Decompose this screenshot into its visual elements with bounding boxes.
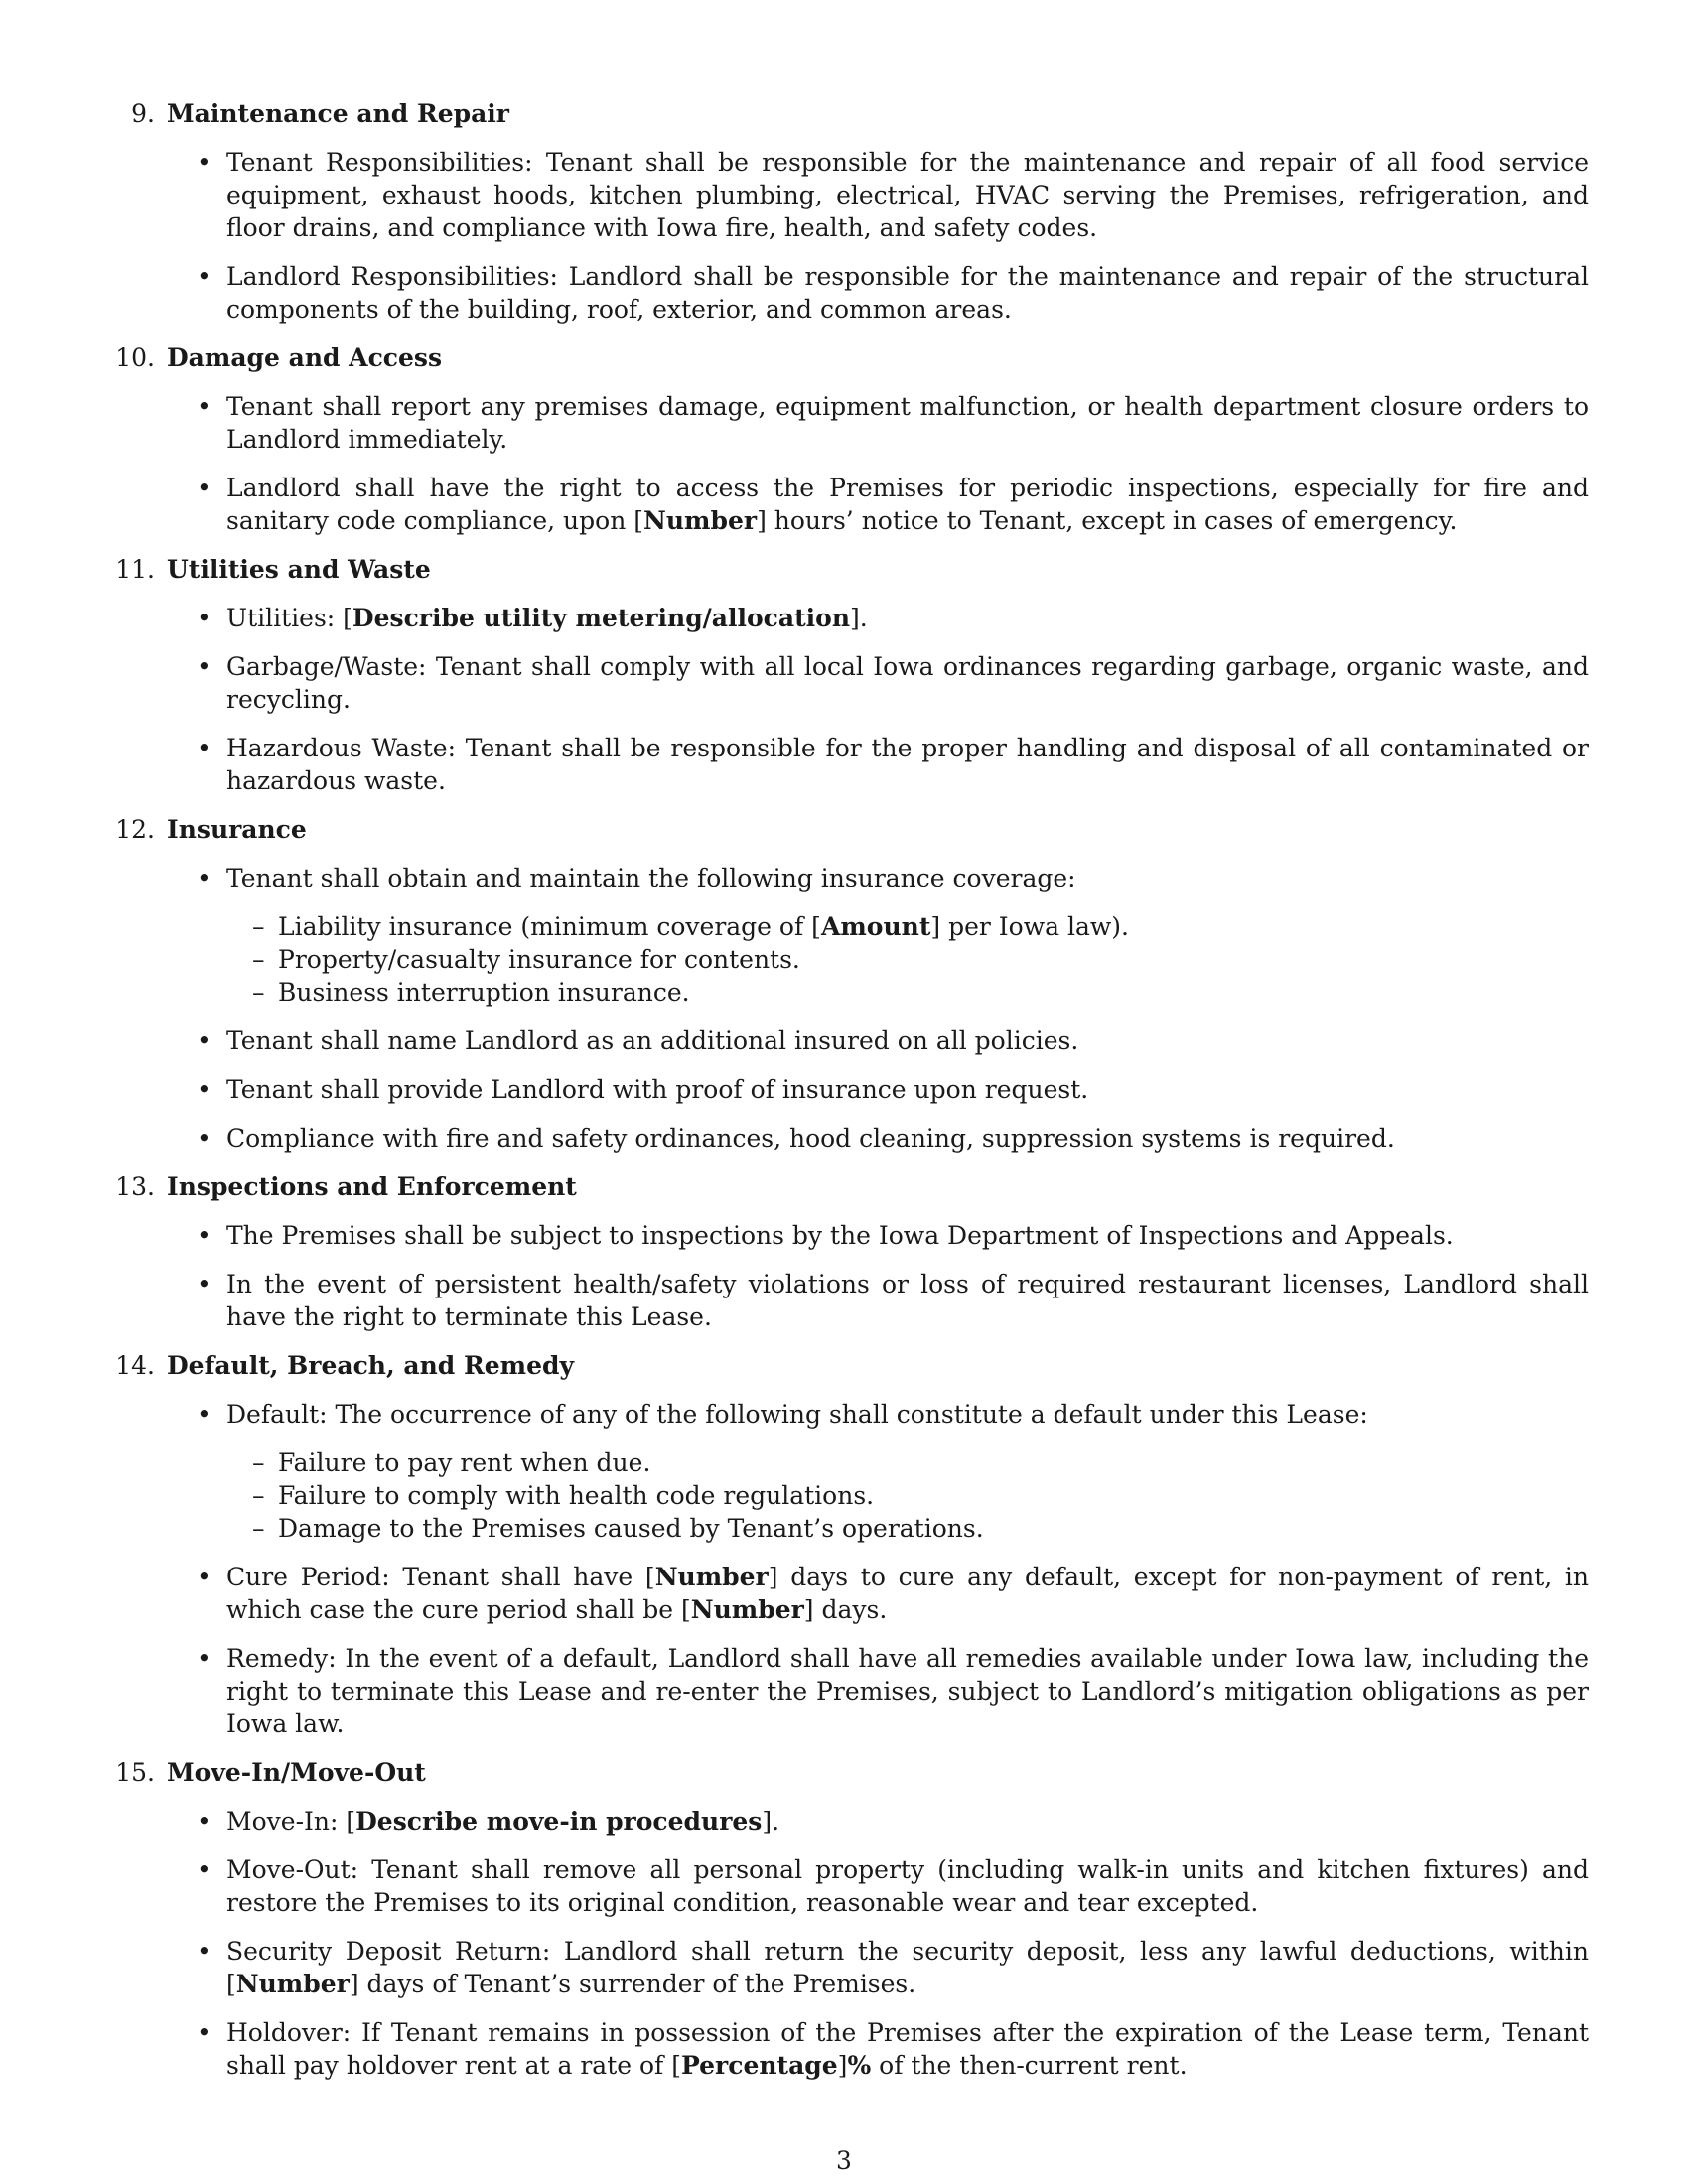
text-run: Garbage/Waste: Tenant shall comply with all local Iowa ordinances regarding garbage, organic waste, and recycling. — [226, 652, 1589, 714]
section-number: 15. — [115, 1758, 155, 1787]
text-run: ] hours’ notice to Tenant, except in cases of emergency. — [757, 506, 1458, 535]
list-item — [226, 732, 1589, 797]
text-run: Landlord shall have the right to access the Premises for periodic inspections, especially for fire and sanitary code compliance, upon [ — [226, 474, 1589, 535]
list-item — [226, 650, 1589, 716]
placeholder-field: Amount — [820, 912, 931, 941]
section-title: Move-In/Move-Out — [167, 1758, 426, 1787]
section-title: Insurance — [167, 815, 307, 844]
sub-list-item — [278, 943, 1589, 976]
sub-list-item — [278, 1446, 1589, 1479]
bullet-list — [119, 146, 1589, 326]
sub-list — [226, 910, 1589, 1009]
placeholder-field: Number — [235, 1970, 350, 1998]
list-item — [226, 1935, 1589, 2000]
text-run: Hazardous Waste: Tenant shall be responsible for the proper handling and disposal of all contaminated or hazardous waste. — [226, 734, 1589, 795]
placeholder-field: Describe move-in procedures — [355, 1807, 763, 1836]
list-item — [226, 472, 1589, 537]
list-item — [226, 1219, 1589, 1252]
lease-section — [115, 813, 1589, 1155]
text-run: ] days. — [803, 1595, 888, 1624]
bullet-list — [119, 602, 1589, 797]
text-run: ] — [837, 2051, 848, 2080]
text-run: Tenant Responsibilities: Tenant shall be responsible for the maintenance and repair of all food service equipment, exhaust hoods, kitchen plumbing, electrical, HVAC serving the Premises, refrigeration, and floor drains, and compliance with Iowa fire, health, and safety codes. — [226, 148, 1589, 242]
sub-list-item — [278, 976, 1589, 1009]
text-run: Liability insurance (minimum coverage of [ — [278, 912, 821, 941]
text-run: Default: The occurrence of any of the following shall constitute a default under this Lease: — [226, 1400, 1368, 1429]
section-heading — [115, 341, 1589, 374]
text-run: Holdover: If Tenant remains in possession of the Premises after the expiration of the Lease term, Tenant shall pay holdover rent at a rate of [ — [226, 2018, 1589, 2080]
text-run: Tenant shall provide Landlord with proof of insurance upon request. — [226, 1075, 1089, 1104]
text-run: Tenant shall report any premises damage, equipment malfunction, or health department closure orders to Landlord immediately. — [226, 392, 1589, 454]
section-number: 12. — [115, 815, 155, 844]
text-run: ] days to cure any default, except for non-payment of rent, in which case the cure period shall be [ — [226, 1563, 1589, 1624]
placeholder-field: Number — [690, 1595, 804, 1624]
section-title: Utilities and Waste — [167, 555, 431, 584]
section-heading — [115, 1170, 1589, 1203]
lease-section — [119, 97, 1589, 326]
text-run: Security Deposit Return: Landlord shall return the security deposit, less any lawful deductions, within [ — [226, 1937, 1589, 1998]
section-heading — [119, 97, 1589, 130]
section-heading — [115, 813, 1589, 846]
document-body — [115, 97, 1589, 2082]
section-number: 11. — [115, 555, 155, 584]
bullet-list — [119, 1805, 1589, 2082]
placeholder-field: % — [847, 2051, 872, 2080]
list-item — [226, 390, 1589, 456]
section-heading — [115, 1349, 1589, 1382]
placeholder-field: Percentage — [681, 2051, 838, 2080]
list-item — [226, 2016, 1589, 2082]
text-run: Compliance with fire and safety ordinances, hood cleaning, suppression systems is required. — [226, 1124, 1395, 1153]
text-run: Cure Period: Tenant shall have [ — [226, 1563, 655, 1591]
bullet-list — [119, 1219, 1589, 1333]
lease-section — [115, 553, 1589, 797]
list-item — [226, 146, 1589, 244]
text-run: Failure to pay rent when due. — [278, 1448, 651, 1477]
lease-section — [115, 1170, 1589, 1333]
list-item — [226, 1122, 1589, 1155]
section-number: 14. — [115, 1351, 155, 1380]
text-run: of the then-current rent. — [871, 2051, 1188, 2080]
list-item — [226, 1398, 1589, 1545]
sub-list-item — [278, 910, 1589, 943]
bullet-list — [119, 390, 1589, 537]
text-run: The Premises shall be subject to inspections by the Iowa Department of Inspections and Appeals. — [226, 1221, 1454, 1250]
sub-list-item — [278, 1479, 1589, 1512]
list-item — [226, 1073, 1589, 1106]
page-number: 3 — [836, 2146, 852, 2175]
lease-section — [115, 1349, 1589, 1740]
placeholder-field: Describe utility metering/allocation — [352, 604, 850, 632]
section-title: Inspections and Enforcement — [167, 1172, 577, 1201]
section-heading — [115, 1756, 1589, 1789]
text-run: Property/casualty insurance for contents. — [278, 945, 800, 974]
lease-section — [115, 341, 1589, 537]
bullet-list — [119, 1398, 1589, 1740]
text-run: Failure to comply with health code regulations. — [278, 1481, 875, 1510]
sub-list-item — [278, 1512, 1589, 1545]
section-title: Default, Breach, and Remedy — [167, 1351, 574, 1380]
text-run: Damage to the Premises caused by Tenant’s operations. — [278, 1514, 984, 1543]
section-number: 13. — [115, 1172, 155, 1201]
list-item — [226, 602, 1589, 634]
list-item — [226, 862, 1589, 1009]
placeholder-field: Number — [643, 506, 758, 535]
sub-list — [226, 1446, 1589, 1545]
list-item — [226, 1642, 1589, 1740]
text-run: Utilities: [ — [226, 604, 352, 632]
text-run: Move-Out: Tenant shall remove all personal property (including walk-in units and kitchen fixtures) and restore the Premises to its original condition, reasonable wear and tear excepted. — [226, 1855, 1589, 1917]
list-item — [226, 1805, 1589, 1838]
text-run: Tenant shall obtain and maintain the following insurance coverage: — [226, 864, 1076, 892]
text-run: Business interruption insurance. — [278, 978, 690, 1007]
text-run: Tenant shall name Landlord as an additional insured on all policies. — [226, 1026, 1079, 1055]
list-item — [226, 1024, 1589, 1057]
section-heading — [115, 553, 1589, 586]
text-run: ]. — [762, 1807, 780, 1836]
text-run: Move-In: [ — [226, 1807, 356, 1836]
section-number: 10. — [115, 343, 155, 372]
text-run: ]. — [850, 604, 868, 632]
section-number: 9. — [131, 99, 155, 128]
list-item — [226, 1561, 1589, 1626]
lease-section — [115, 1756, 1589, 2082]
list-item — [226, 260, 1589, 326]
section-title: Damage and Access — [167, 343, 443, 372]
list-item — [226, 1853, 1589, 1919]
placeholder-field: Number — [654, 1563, 769, 1591]
text-run: Landlord Responsibilities: Landlord shall be responsible for the maintenance and repair of the structural components of the building, roof, exterior, and common areas. — [226, 262, 1589, 324]
text-run: ] per Iowa law). — [930, 912, 1129, 941]
list-item — [226, 1268, 1589, 1333]
text-run: In the event of persistent health/safety violations or loss of required restaurant licenses, Landlord shall have the right to terminate this Lease. — [226, 1270, 1589, 1331]
bullet-list — [119, 862, 1589, 1155]
text-run: Remedy: In the event of a default, Landlord shall have all remedies available under Iowa law, including the right to terminate this Lease and re-enter the Premises, subject to Landlord’s mitigation obligations as per Iowa law. — [226, 1644, 1589, 1738]
text-run: ] days of Tenant’s surrender of the Premises. — [349, 1970, 916, 1998]
section-title: Maintenance and Repair — [167, 99, 509, 128]
